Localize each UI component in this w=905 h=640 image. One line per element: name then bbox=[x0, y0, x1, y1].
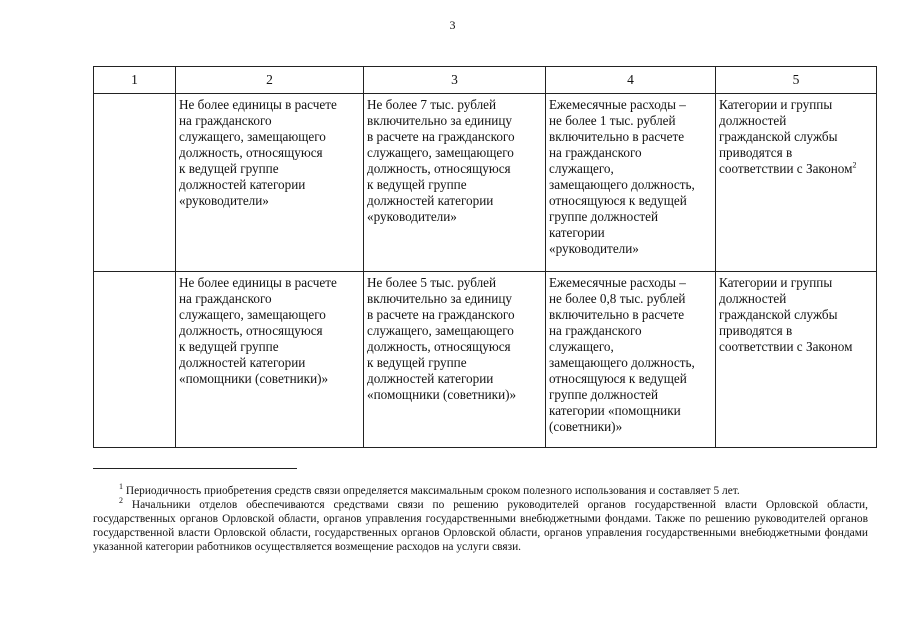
footnote-divider bbox=[93, 468, 297, 469]
column-header-1: 1 bbox=[94, 67, 176, 94]
footnote-text: Начальники отделов обеспечиваются средствами связи по решению руководителей органов государственной власти Орловской области, государственных органов Орловской области, органов управления государственными внебюджетными фондами. Также по решению руководителей органов государственной власти Орловской области, государственных органов Орловской области, органов управления государственными внебюджетными фондами указанной категории работников осуществляется возмещение расходов на услуги связи. bbox=[93, 499, 868, 553]
footnote-text: Периодичность приобретения средств связи определяется максимальным сроком полезного использования и составляет 5 лет. bbox=[123, 485, 740, 497]
norms-table bbox=[93, 66, 877, 448]
footnote-1 bbox=[93, 484, 868, 498]
column-header-4: 4 bbox=[546, 67, 716, 94]
table-cell-monthly-costs: Ежемесячные расходы – не более 1 тыс. рублей включительно в расчете на гражданского служащего, замещающего должность, относящуюся к ведущей группе должностей категории «руководители» bbox=[546, 94, 716, 272]
table-cell-price: Не более 5 тыс. рублей включительно за единицу в расчете на гражданского служащего, замещающего должность, относящуюся к ведущей группе должностей категории «помощники (советники)» bbox=[364, 272, 546, 448]
footnotes bbox=[93, 484, 868, 554]
footnote-mark: 1 bbox=[119, 482, 123, 492]
footnote-2 bbox=[93, 498, 868, 554]
table-cell-price: Не более 7 тыс. рублей включительно за единицу в расчете на гражданского служащего, замещающего должность, относящуюся к ведущей группе должностей категории «руководители» bbox=[364, 94, 546, 272]
table-cell-category bbox=[94, 272, 176, 448]
table-cell-category bbox=[94, 94, 176, 272]
column-header-3: 3 bbox=[364, 67, 546, 94]
positions-text: Категории и группы должностей гражданской службы приводятся в соответствии с Законом bbox=[719, 97, 853, 176]
table-cell-positions bbox=[716, 94, 877, 272]
table-row bbox=[94, 272, 877, 448]
table-header-row bbox=[94, 67, 877, 94]
table-row bbox=[94, 94, 877, 272]
table-cell-quantity: Не более единицы в расчете на гражданского служащего, замещающего должность, относящуюся к ведущей группе должностей категории «руководители» bbox=[176, 94, 364, 272]
table-cell-monthly-costs: Ежемесячные расходы – не более 0,8 тыс. рублей включительно в расчете на гражданского служащего, замещающего должность, относящуюся к ведущей группе должностей категории «помощники (советники)» bbox=[546, 272, 716, 448]
footnote-reference: 2 bbox=[852, 160, 857, 170]
table-cell-quantity: Не более единицы в расчете на гражданского служащего, замещающего должность, относящуюся к ведущей группе должностей категории «помощники (советники)» bbox=[176, 272, 364, 448]
footnote-mark: 2 bbox=[119, 496, 123, 506]
column-header-2: 2 bbox=[176, 67, 364, 94]
table-cell-positions: Категории и группы должностей гражданской службы приводятся в соответствии с Законом bbox=[716, 272, 877, 448]
column-header-5: 5 bbox=[716, 67, 877, 94]
page-number: 3 bbox=[449, 18, 456, 32]
